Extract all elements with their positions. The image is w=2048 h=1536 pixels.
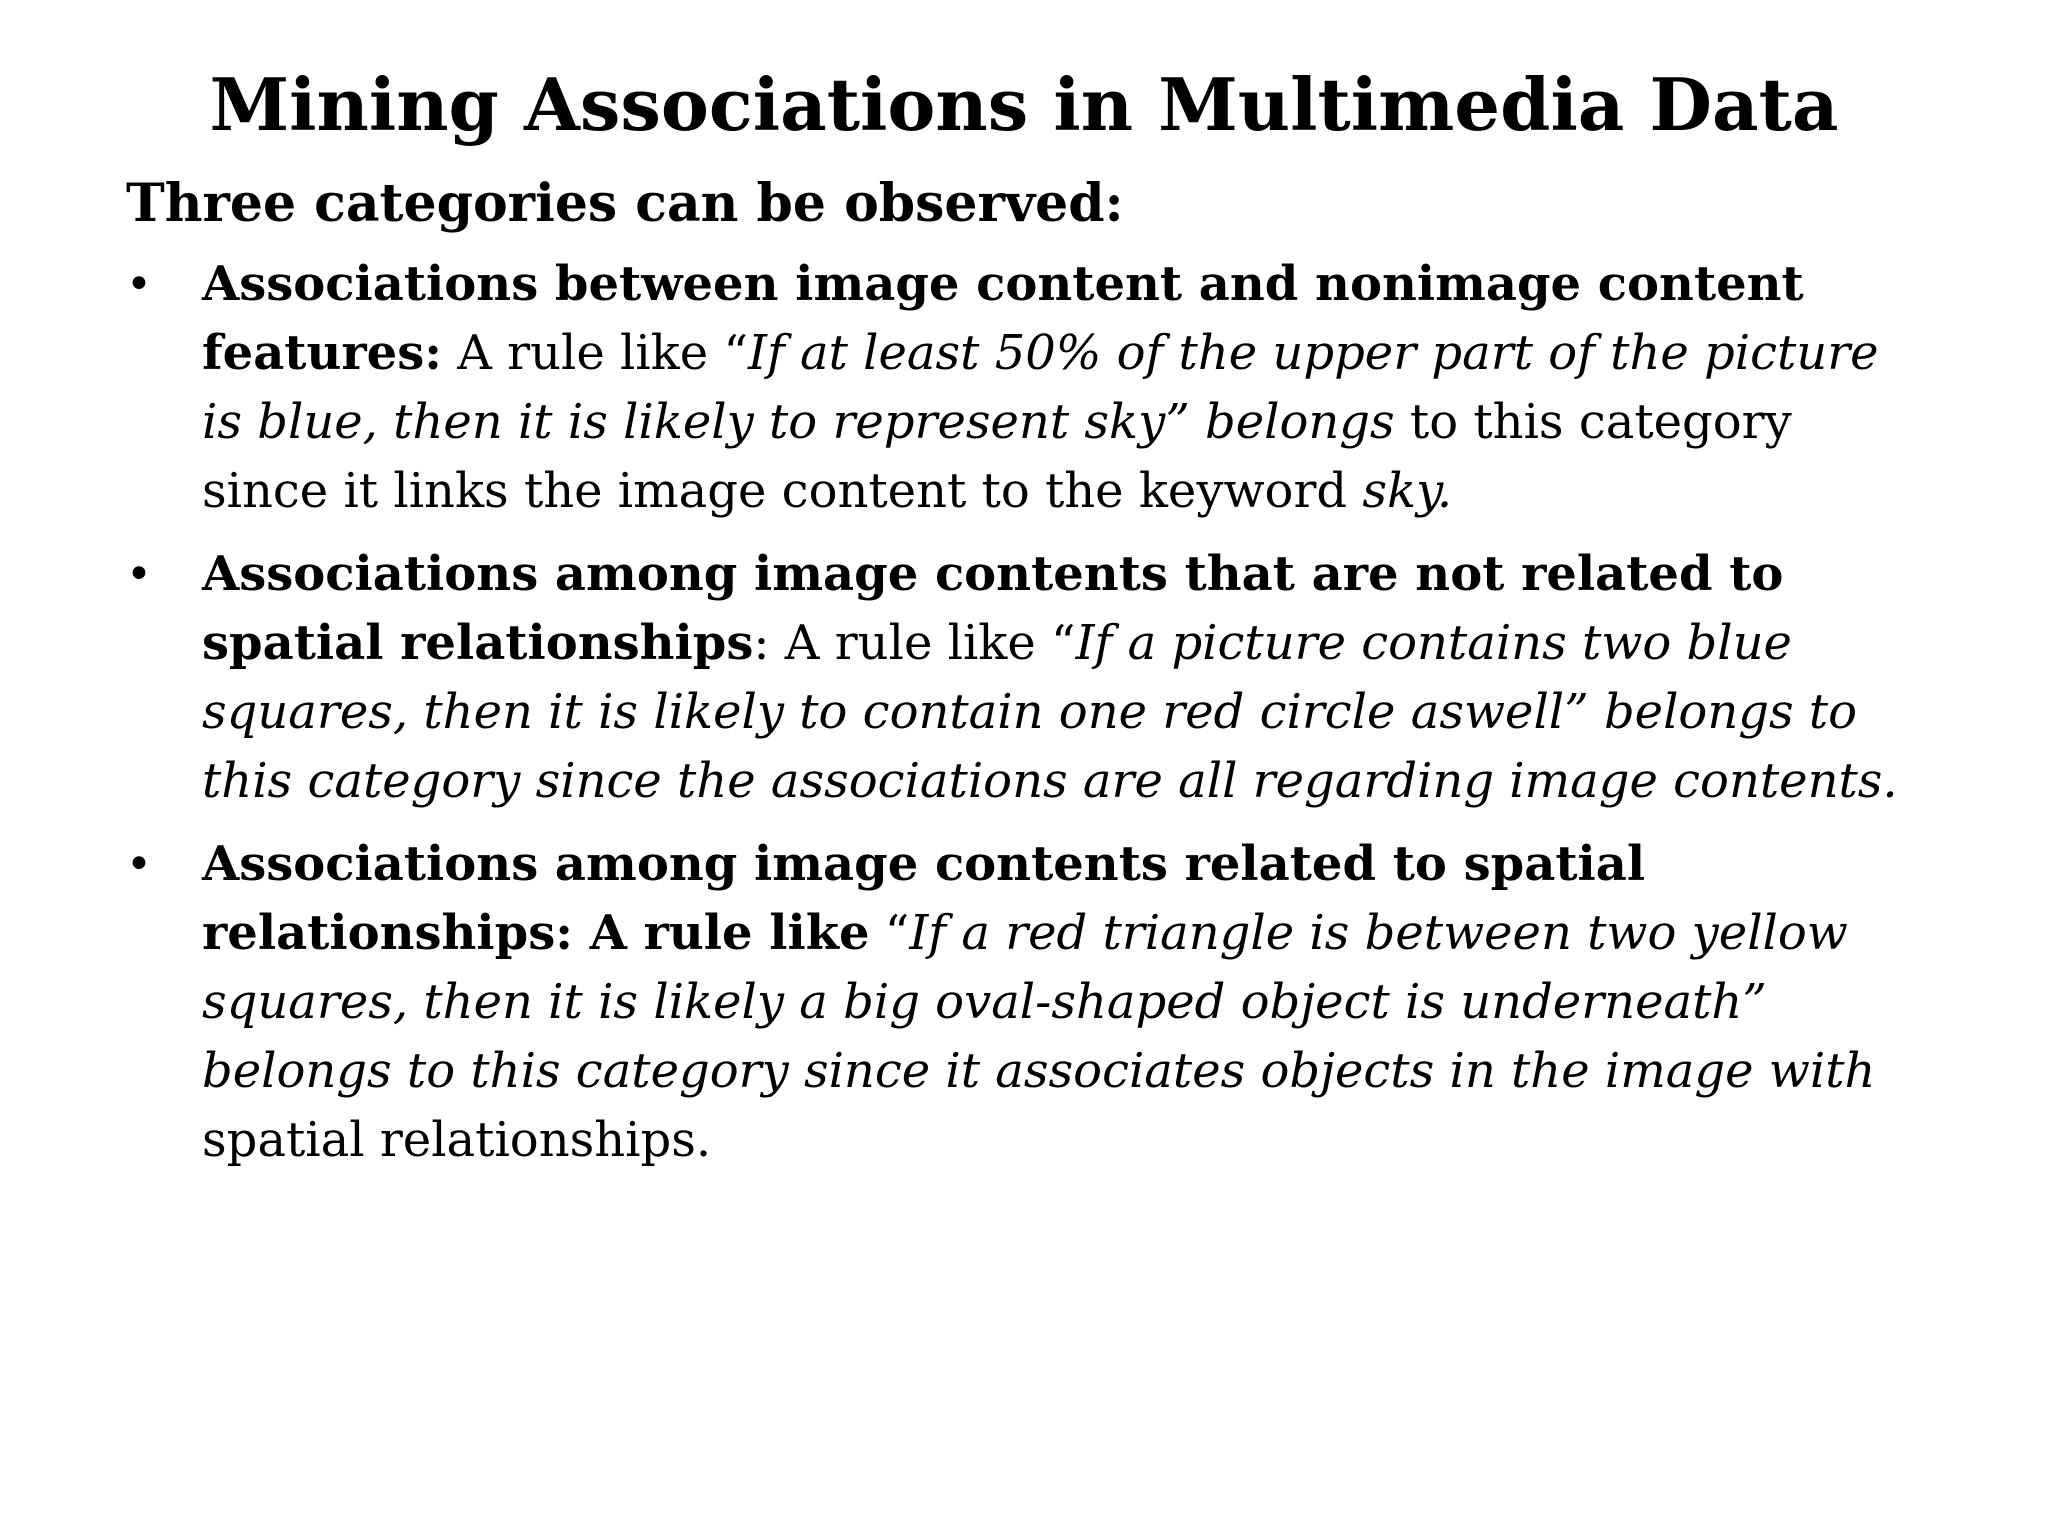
bullet-3-text: spatial relationships. bbox=[202, 1112, 712, 1168]
bullet-3-text: “ bbox=[869, 905, 910, 961]
bullet-item-2 bbox=[126, 540, 1926, 816]
bullet-1-keyword: sky. bbox=[1362, 463, 1453, 519]
bullet-2-heading: Associations among image contents that are not related to spatial relationships bbox=[202, 546, 1784, 671]
intro-text: Three categories can be observed: bbox=[126, 173, 1124, 234]
bullet-icon: • bbox=[126, 259, 152, 310]
bullet-item-1 bbox=[126, 250, 1926, 526]
bullet-item-3 bbox=[126, 830, 1926, 1175]
bullet-2-text: : A rule like “ bbox=[753, 615, 1076, 671]
slide-title: Mining Associations in Multimedia Data bbox=[209, 62, 1839, 147]
bullet-3-quote: If a red triangle is between two yellow squares, then it is likely a big oval-shaped object is underneath” belongs to this category since it associates objects in the image with bbox=[202, 905, 1876, 1099]
bullet-1-quote: If at least 50% of the upper part of the picture is blue, then it is likely to represent sky” belongs bbox=[202, 325, 1879, 450]
bullet-3-heading: Associations among image contents related to spatial relationships: A rule like bbox=[202, 836, 1646, 961]
bullet-1-heading: Associations between image content and nonimage content features: bbox=[202, 256, 1804, 381]
bullet-icon: • bbox=[126, 549, 152, 600]
bullet-list bbox=[126, 250, 1926, 1189]
bullet-icon: • bbox=[126, 839, 152, 890]
bullet-1-text: to this category since it links the image content to the keyword bbox=[202, 394, 1792, 519]
bullet-2-quote: If a picture contains two blue squares, then it is likely to contain one red circle aswell” belongs to this category since the associations are all regarding image contents. bbox=[202, 615, 1898, 809]
bullet-1-text: A rule like “ bbox=[441, 325, 748, 381]
